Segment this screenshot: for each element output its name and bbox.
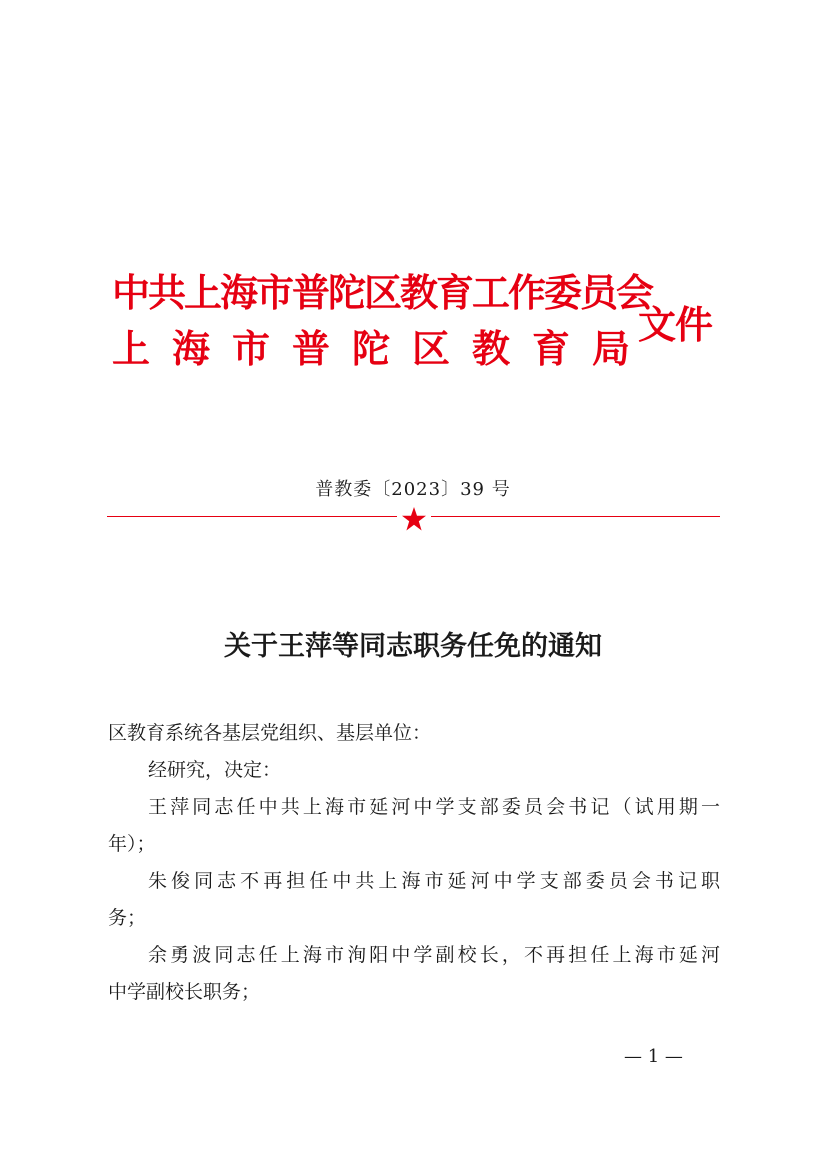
appointment-item-2-line-1: 朱俊同志不再担任中共上海市延河中学支部委员会书记职 — [148, 870, 720, 892]
org-name-party-committee: 中共上海市普陀区教育工作委员会 — [112, 270, 653, 315]
org-name-education-bureau: 上海市普陀区教育局 — [112, 326, 653, 371]
appointment-item-3-line-1: 余勇波同志任上海市洵阳中学副校长，不再担任上海市延河 — [148, 944, 720, 966]
appointment-item-3-line-2: 中学副校长职务； — [108, 981, 261, 1003]
notice-body — [108, 720, 720, 1016]
appointment-item-2-line-2: 务； — [108, 907, 147, 929]
appointment-item-1-line-1: 王萍同志任中共上海市延河中学支部委员会书记（试用期一 — [148, 796, 720, 818]
page-number: — 1 — — [624, 1046, 683, 1067]
appointment-item-1-line-2: 年）； — [108, 833, 156, 855]
addressee: 区教育系统各基层党组织、基层单位： — [108, 722, 432, 744]
decision-intro: 经研究，决定： — [148, 759, 282, 781]
issuing-organizations — [112, 268, 653, 374]
document-suffix: 文件 — [638, 302, 713, 347]
red-divider-left — [107, 516, 397, 517]
notice-title: 关于王萍等同志职务任免的通知 — [224, 631, 602, 662]
document-number: 普教委〔2023〕39 号 — [315, 479, 511, 500]
star-icon — [401, 506, 427, 532]
red-divider-right — [431, 516, 720, 517]
